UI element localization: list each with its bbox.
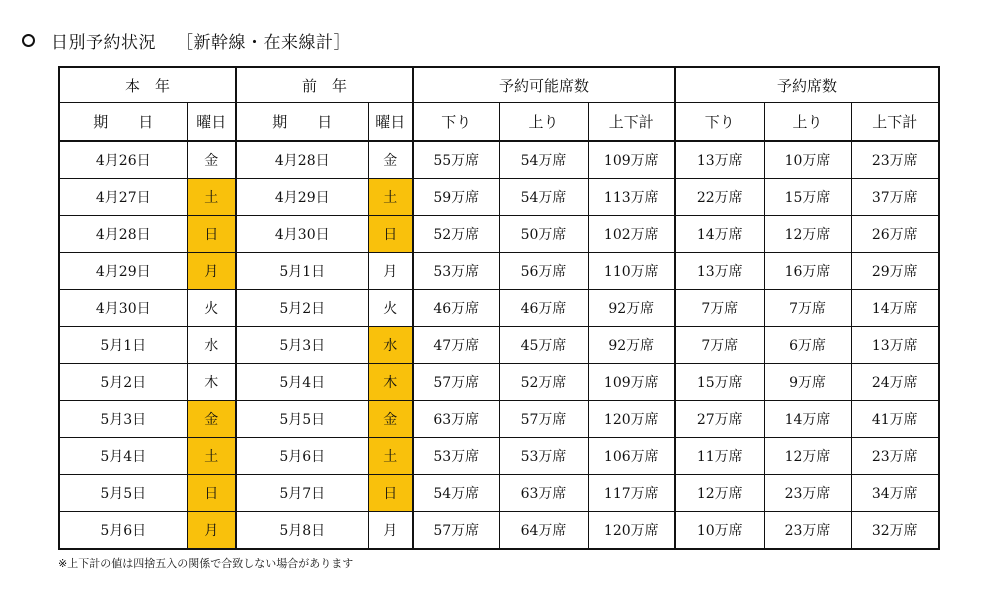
cell-available-down: 59万席 — [413, 179, 499, 216]
cell-weekday-this-year: 金 — [187, 401, 236, 438]
cell-available-up: 56万席 — [499, 253, 588, 290]
cell-reserved-up: 6万席 — [764, 327, 851, 364]
header-reserved-total: 上下計 — [851, 103, 939, 142]
cell-reserved-up: 9万席 — [764, 364, 851, 401]
cell-reserved-down: 13万席 — [675, 253, 764, 290]
cell-available-down: 57万席 — [413, 512, 499, 550]
cell-available-total: 92万席 — [588, 290, 675, 327]
title-sub: ［新幹線・在来線計］ — [176, 32, 351, 53]
cell-reserved-up: 12万席 — [764, 438, 851, 475]
header-this-year: 本 年 — [59, 67, 236, 103]
cell-available-down: 54万席 — [413, 475, 499, 512]
cell-weekday-last-year: 土 — [368, 179, 413, 216]
cell-reserved-total: 37万席 — [851, 179, 939, 216]
cell-weekday-last-year: 水 — [368, 327, 413, 364]
cell-date-last-year: 5月2日 — [236, 290, 368, 327]
cell-available-down: 53万席 — [413, 438, 499, 475]
table-body — [59, 141, 939, 549]
cell-reserved-total: 23万席 — [851, 438, 939, 475]
cell-reserved-down: 22万席 — [675, 179, 764, 216]
cell-date-this-year: 5月2日 — [59, 364, 187, 401]
cell-available-total: 120万席 — [588, 512, 675, 550]
cell-weekday-this-year: 火 — [187, 290, 236, 327]
footnote: ※上下計の値は四捨五入の関係で合致しない場合があります — [58, 557, 354, 570]
header-last-year: 前 年 — [236, 67, 413, 103]
cell-date-last-year: 5月6日 — [236, 438, 368, 475]
cell-reserved-total: 24万席 — [851, 364, 939, 401]
cell-available-up: 45万席 — [499, 327, 588, 364]
cell-weekday-this-year: 金 — [187, 141, 236, 179]
cell-date-this-year: 5月3日 — [59, 401, 187, 438]
header-reserved-down: 下り — [675, 103, 764, 142]
cell-date-this-year: 4月29日 — [59, 253, 187, 290]
cell-weekday-this-year: 日 — [187, 475, 236, 512]
header-available-total: 上下計 — [588, 103, 675, 142]
cell-reserved-down: 27万席 — [675, 401, 764, 438]
cell-reserved-down: 11万席 — [675, 438, 764, 475]
cell-weekday-this-year: 月 — [187, 253, 236, 290]
cell-available-down: 52万席 — [413, 216, 499, 253]
cell-weekday-last-year: 日 — [368, 216, 413, 253]
cell-weekday-last-year: 金 — [368, 141, 413, 179]
header-weekday-this-year: 曜日 — [187, 103, 236, 142]
cell-weekday-this-year: 月 — [187, 512, 236, 550]
cell-date-last-year: 5月5日 — [236, 401, 368, 438]
cell-available-total: 92万席 — [588, 327, 675, 364]
cell-available-total: 113万席 — [588, 179, 675, 216]
table-row — [59, 253, 939, 290]
table-row — [59, 364, 939, 401]
cell-reserved-up: 12万席 — [764, 216, 851, 253]
cell-available-total: 102万席 — [588, 216, 675, 253]
cell-weekday-last-year: 土 — [368, 438, 413, 475]
cell-available-down: 46万席 — [413, 290, 499, 327]
cell-weekday-this-year: 日 — [187, 216, 236, 253]
header-available-down: 下り — [413, 103, 499, 142]
circle-bullet-icon — [22, 34, 35, 47]
cell-reserved-up: 23万席 — [764, 475, 851, 512]
cell-available-up: 54万席 — [499, 141, 588, 179]
cell-weekday-this-year: 土 — [187, 179, 236, 216]
cell-date-last-year: 5月4日 — [236, 364, 368, 401]
cell-reserved-down: 10万席 — [675, 512, 764, 550]
cell-date-this-year: 5月5日 — [59, 475, 187, 512]
cell-reserved-down: 15万席 — [675, 364, 764, 401]
cell-reserved-total: 32万席 — [851, 512, 939, 550]
header-available-up: 上り — [499, 103, 588, 142]
cell-available-down: 55万席 — [413, 141, 499, 179]
cell-date-last-year: 4月29日 — [236, 179, 368, 216]
cell-reserved-up: 7万席 — [764, 290, 851, 327]
cell-date-last-year: 5月7日 — [236, 475, 368, 512]
cell-weekday-last-year: 火 — [368, 290, 413, 327]
cell-available-up: 50万席 — [499, 216, 588, 253]
cell-date-this-year: 5月1日 — [59, 327, 187, 364]
cell-available-up: 46万席 — [499, 290, 588, 327]
cell-weekday-this-year: 水 — [187, 327, 236, 364]
cell-available-total: 109万席 — [588, 364, 675, 401]
cell-weekday-last-year: 木 — [368, 364, 413, 401]
cell-available-down: 47万席 — [413, 327, 499, 364]
cell-reserved-up: 10万席 — [764, 141, 851, 179]
cell-available-total: 110万席 — [588, 253, 675, 290]
cell-available-total: 106万席 — [588, 438, 675, 475]
cell-reserved-down: 7万席 — [675, 327, 764, 364]
cell-date-last-year: 4月28日 — [236, 141, 368, 179]
cell-reserved-up: 16万席 — [764, 253, 851, 290]
cell-date-this-year: 5月6日 — [59, 512, 187, 550]
cell-reserved-down: 14万席 — [675, 216, 764, 253]
header-available-seats: 予約可能席数 — [413, 67, 675, 103]
table-row — [59, 141, 939, 179]
cell-reserved-total: 26万席 — [851, 216, 939, 253]
table-row — [59, 401, 939, 438]
cell-reserved-total: 13万席 — [851, 327, 939, 364]
cell-date-last-year: 5月8日 — [236, 512, 368, 550]
cell-date-last-year: 5月1日 — [236, 253, 368, 290]
cell-available-up: 64万席 — [499, 512, 588, 550]
table-row — [59, 327, 939, 364]
cell-reserved-down: 7万席 — [675, 290, 764, 327]
cell-available-down: 53万席 — [413, 253, 499, 290]
header-reserved-seats: 予約席数 — [675, 67, 939, 103]
cell-available-up: 53万席 — [499, 438, 588, 475]
cell-reserved-up: 15万席 — [764, 179, 851, 216]
table-row — [59, 438, 939, 475]
cell-reserved-total: 41万席 — [851, 401, 939, 438]
cell-weekday-this-year: 木 — [187, 364, 236, 401]
table-row — [59, 512, 939, 550]
cell-reserved-total: 34万席 — [851, 475, 939, 512]
table-row — [59, 179, 939, 216]
header-weekday-last-year: 曜日 — [368, 103, 413, 142]
table-row — [59, 290, 939, 327]
header-date-this-year: 期 日 — [59, 103, 187, 142]
cell-date-this-year: 4月26日 — [59, 141, 187, 179]
cell-reserved-total: 23万席 — [851, 141, 939, 179]
cell-reserved-up: 23万席 — [764, 512, 851, 550]
cell-available-total: 109万席 — [588, 141, 675, 179]
cell-available-down: 63万席 — [413, 401, 499, 438]
title-main: 日別予約状況 — [51, 32, 156, 53]
cell-available-down: 57万席 — [413, 364, 499, 401]
cell-weekday-last-year: 月 — [368, 512, 413, 550]
cell-available-total: 117万席 — [588, 475, 675, 512]
cell-available-up: 52万席 — [499, 364, 588, 401]
reservation-table — [58, 66, 940, 550]
cell-reserved-total: 14万席 — [851, 290, 939, 327]
table-row — [59, 216, 939, 253]
header-reserved-up: 上り — [764, 103, 851, 142]
cell-date-this-year: 4月30日 — [59, 290, 187, 327]
cell-weekday-last-year: 月 — [368, 253, 413, 290]
cell-weekday-last-year: 金 — [368, 401, 413, 438]
cell-date-this-year: 4月27日 — [59, 179, 187, 216]
cell-weekday-last-year: 日 — [368, 475, 413, 512]
cell-date-this-year: 5月4日 — [59, 438, 187, 475]
cell-available-up: 63万席 — [499, 475, 588, 512]
cell-available-up: 54万席 — [499, 179, 588, 216]
cell-reserved-up: 14万席 — [764, 401, 851, 438]
cell-date-last-year: 5月3日 — [236, 327, 368, 364]
cell-reserved-down: 12万席 — [675, 475, 764, 512]
header-date-last-year: 期 日 — [236, 103, 368, 142]
cell-date-last-year: 4月30日 — [236, 216, 368, 253]
cell-weekday-this-year: 土 — [187, 438, 236, 475]
document-title — [22, 28, 351, 52]
cell-available-up: 57万席 — [499, 401, 588, 438]
table-row — [59, 475, 939, 512]
cell-available-total: 120万席 — [588, 401, 675, 438]
cell-reserved-total: 29万席 — [851, 253, 939, 290]
cell-reserved-down: 13万席 — [675, 141, 764, 179]
cell-date-this-year: 4月28日 — [59, 216, 187, 253]
